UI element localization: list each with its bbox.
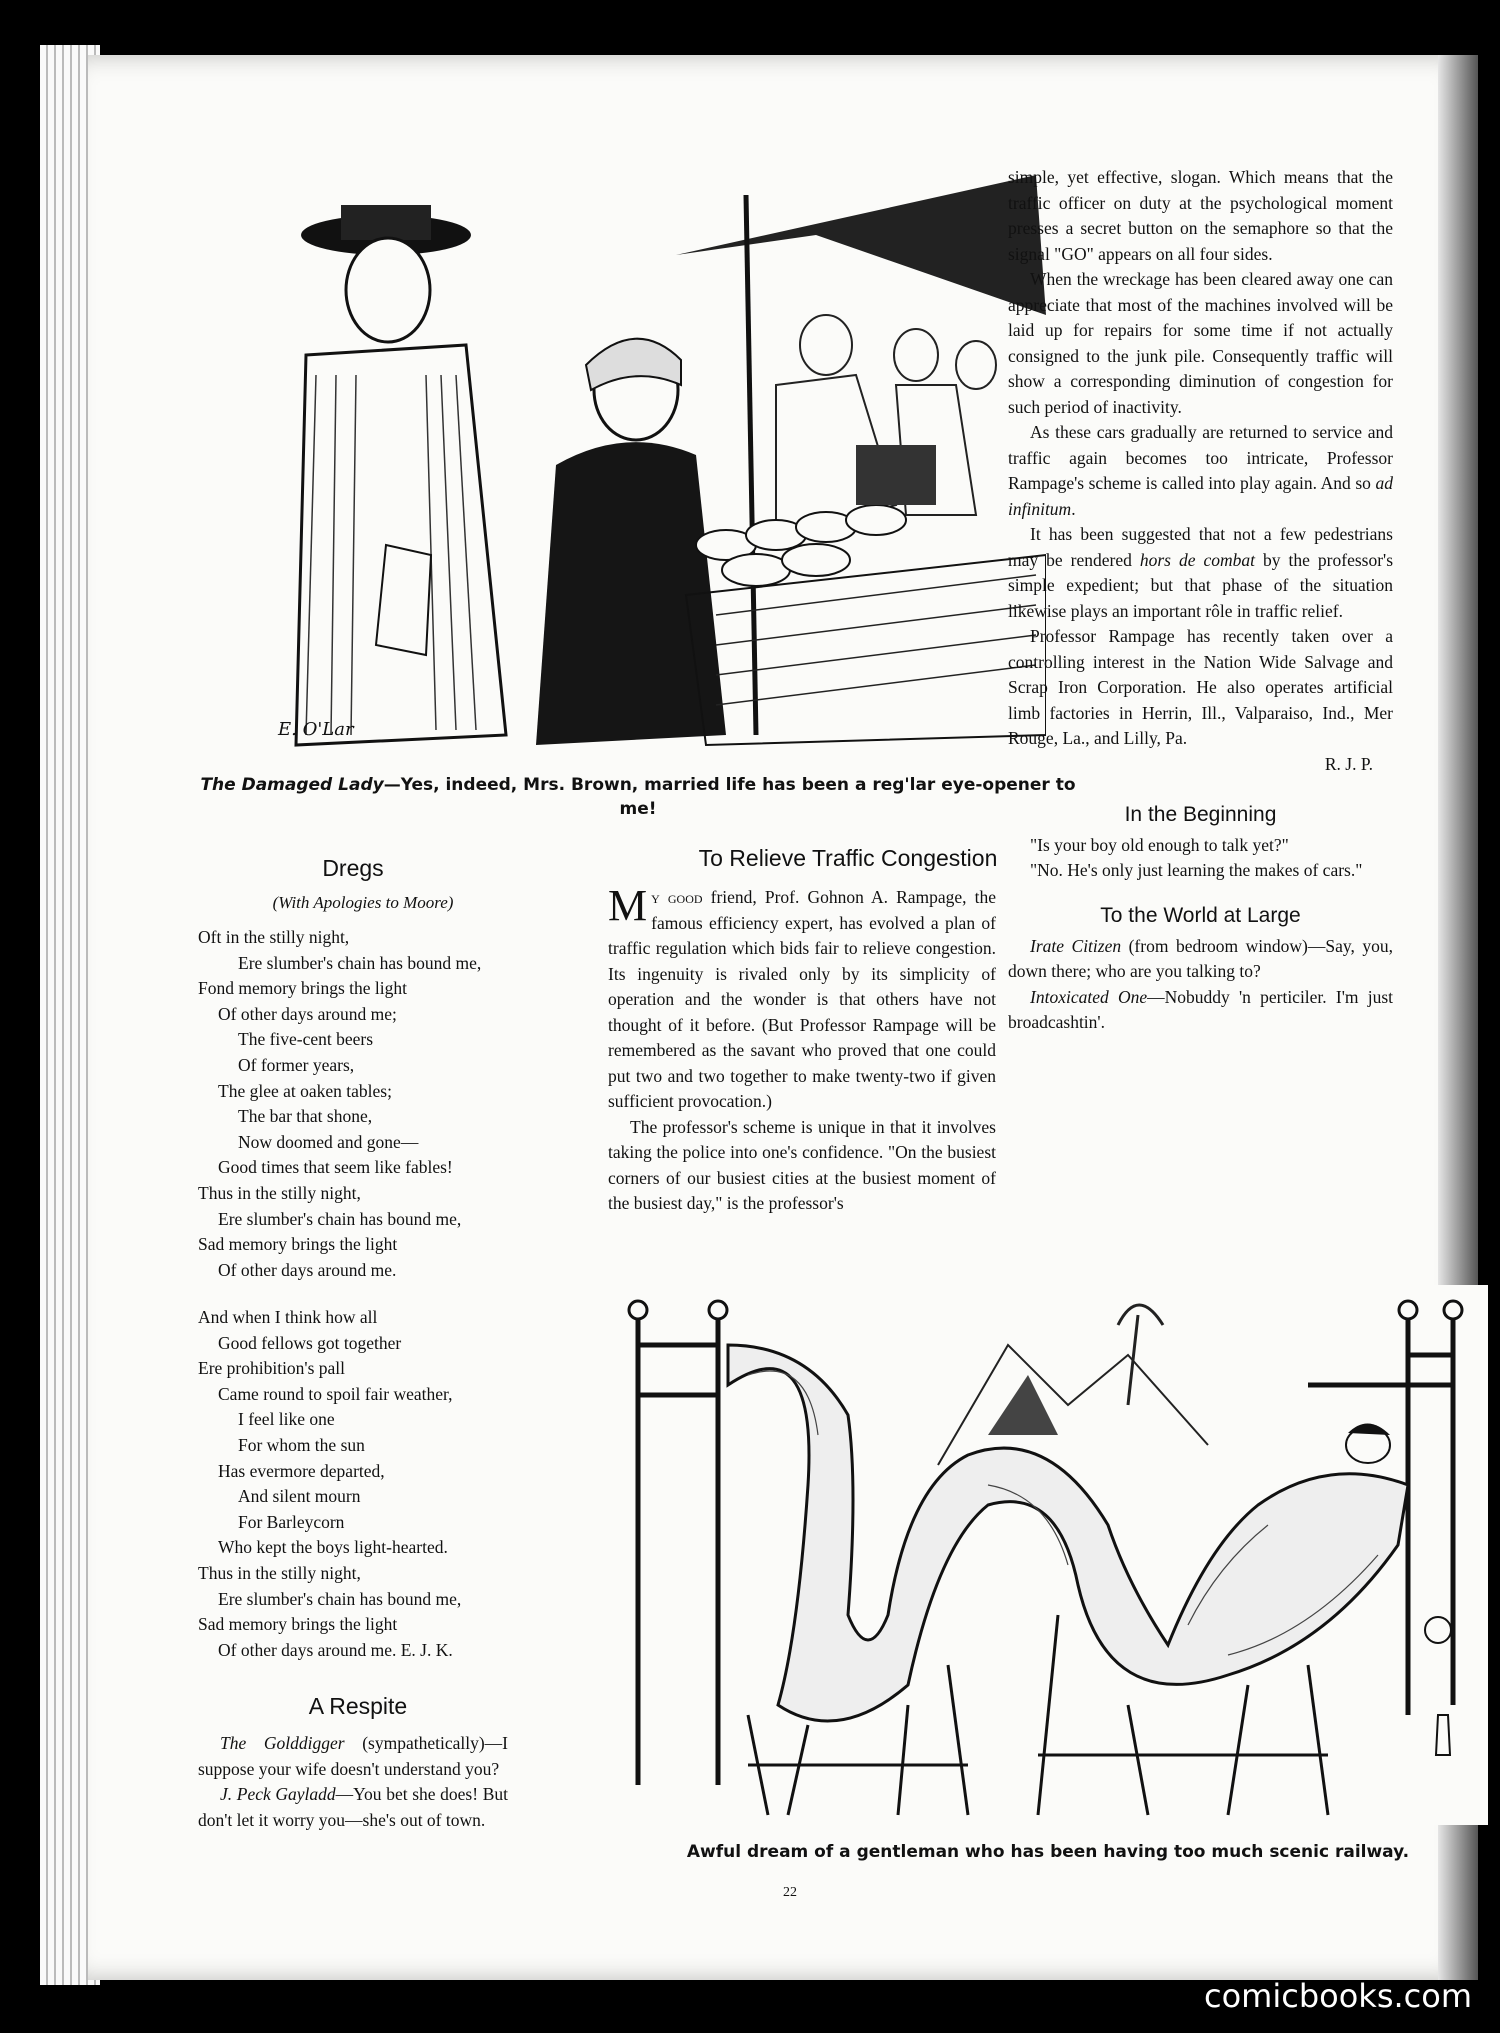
poem-line: Oft in the stilly night, (198, 927, 350, 947)
traffic-p5c: . (1071, 498, 1076, 519)
poem-line: Ere slumber's chain has bound me, (218, 1588, 462, 1609)
traffic-p3: simple, yet effective, slogan. Which means that the traffic officer on duty at the psychological moment presses a secret button on the semaphore so that the signal "GO" appears on all four sides. (1008, 167, 1393, 264)
top-cartoon-speaker: The Damaged Lady (200, 775, 384, 795)
poem-line: Good times that seem like fables! (218, 1157, 453, 1178)
traffic-p7: Professor Rampage has recently taken over a controlling interest in the Nation Wide Salvage and Scrap Iron Corporation. He also operates artificial limb factories in Herrin, Ill., Valparaiso, Ind., Mer Rouge, La., and Lilly, Pa. (1008, 626, 1393, 748)
traffic-body-col2 (608, 881, 996, 1217)
respite-title: A Respite (308, 1693, 408, 1719)
poem-line: Good fellows got together (218, 1332, 402, 1353)
watermark: comicbooks.com (1203, 1977, 1472, 2015)
poem-line: Sad memory brings the light (198, 1614, 398, 1635)
respite-line-1: (sympathetically)—I suppose your wife doesn't understand you? (198, 1733, 508, 1779)
poem-line: I feel like one (238, 1409, 335, 1430)
traffic-signature: R. J. P. (1324, 753, 1373, 774)
poem-line: The five-cent beers (238, 1029, 374, 1050)
traffic-lead: y good (651, 887, 703, 907)
poem-line: Thus in the stilly night, (198, 1182, 361, 1203)
respite-line-2: —You bet she does! But don't let it worry you—she's out of town. (198, 1784, 508, 1830)
poem-line: And when I think how all (198, 1307, 378, 1327)
respite-body (198, 1731, 508, 1833)
dregs-stanza-2 (198, 1305, 538, 1663)
top-cartoon-caption-text: —Yes, indeed, Mrs. Brown, married life has been a reg'lar eye-opener to me! (383, 775, 1076, 819)
poem-line: And silent mourn (238, 1486, 361, 1507)
poem-line: Now doomed and gone— (238, 1131, 419, 1152)
poem-line: Of other days around me. E. J. K. (218, 1639, 453, 1660)
traffic-p5b: ad infinitum (1008, 473, 1393, 519)
traffic-p2: The professor's scheme is unique in that it involves taking the police into one's confidence. "On the busiest corners of our busiest cities at the busiest moment of the busiest day," is the professor's (608, 1116, 996, 1213)
poem-line: For whom the sun (238, 1434, 365, 1455)
traffic-title: To Relieve Traffic Congestion (698, 845, 998, 871)
world-line-1: (from bedroom window)—Say, you, down there; who are you talking to? (1008, 935, 1393, 981)
traffic-p5a: As these cars gradually are returned to service and traffic again becomes too intricate, Professor Rampage's scheme is called into play again. And so (1008, 422, 1393, 493)
respite-speaker-2: J. Peck Gayladd (220, 1784, 336, 1804)
scenic-railway-bed-cartoon (608, 1285, 1488, 1825)
poem-line: The bar that shone, (238, 1106, 373, 1127)
beginning-title: In the Beginning (1124, 802, 1277, 826)
traffic-p4: When the wreckage has been cleared away one can appreciate that most of the machines involved will be laid up for repairs for some time if not actually consigned to the junk pile. Consequently traffic will show a corresponding diminution of congestion for such period of inactivity. (1008, 269, 1393, 417)
world-speaker-1: Irate Citizen (1030, 935, 1122, 956)
poem-line: Came round to spoil fair weather, (218, 1383, 453, 1404)
poem-line: Thus in the stilly night, (198, 1562, 361, 1583)
dregs-stanza-1 (198, 925, 538, 1283)
artist-signature: E. O'Lar (278, 719, 354, 740)
beginning-answer: "No. He's only just learning the makes of cars." (1030, 860, 1363, 880)
poem-line: Has evermore departed, (218, 1460, 385, 1481)
poem-line: Of other days around me. (218, 1259, 397, 1280)
dregs-title: Dregs (322, 855, 384, 881)
bottom-cartoon-caption: Awful dream of a gentleman who has been having too much scenic railway. (686, 1842, 1410, 1862)
market-cartoon-illustration (256, 175, 1046, 763)
poem-line: Of other days around me; (218, 1003, 397, 1024)
page-number: 22 (783, 1885, 797, 1900)
poem-line: Ere slumber's chain has bound me, (218, 1208, 462, 1229)
traffic-p6a: It has been suggested that not a few pedestrians may be rendered (1008, 524, 1393, 570)
dregs-subtitle: (With Apologies to Moore) (272, 893, 454, 912)
poem-line: Fond memory brings the light (198, 978, 408, 999)
poem-line: Ere slumber's chain has bound me, (238, 952, 482, 973)
world-title: To the World at Large (1100, 903, 1301, 927)
world-line-2: —Nobuddy 'n perticiler. I'm just broadcashtin'. (1008, 986, 1394, 1032)
traffic-dropcap: M (608, 881, 648, 930)
respite-speaker-1: The Golddigger (220, 1733, 345, 1753)
traffic-p1: friend, Prof. Gohnon A. Rampage, the famous efficiency expert, has evolved a plan of traffic regulation which bids fair to relieve congestion. Its ingenuity is rivaled only by its simplicity of operation and the wonder is that others have not thought of it before. (But Professor Rampage will be remembered as the savant who proved that one could put two and two together to make twenty-two if given sufficient provocation.) (608, 887, 996, 1111)
poem-line: Ere prohibition's pall (198, 1358, 346, 1379)
beginning-question: "Is your boy old enough to talk yet?" (1030, 834, 1289, 855)
poem-line: The glee at oaken tables; (218, 1080, 392, 1101)
magazine-page (88, 55, 1478, 1980)
traffic-p6b: hors de combat (1139, 549, 1256, 570)
world-speaker-2: Intoxicated One (1030, 986, 1148, 1007)
poem-line: Sad memory brings the light (198, 1234, 398, 1255)
poem-line: Of former years, (238, 1054, 355, 1075)
traffic-p6c: by the professor's simple expedient; but that phase of the situation likewise plays an important rôle in traffic relief. (1008, 549, 1394, 621)
traffic-body-col3 (1008, 165, 1393, 1036)
top-cartoon-caption (188, 773, 1088, 821)
poem-line: Who kept the boys light-hearted. (218, 1537, 448, 1558)
poem-line: For Barleycorn (238, 1511, 345, 1532)
